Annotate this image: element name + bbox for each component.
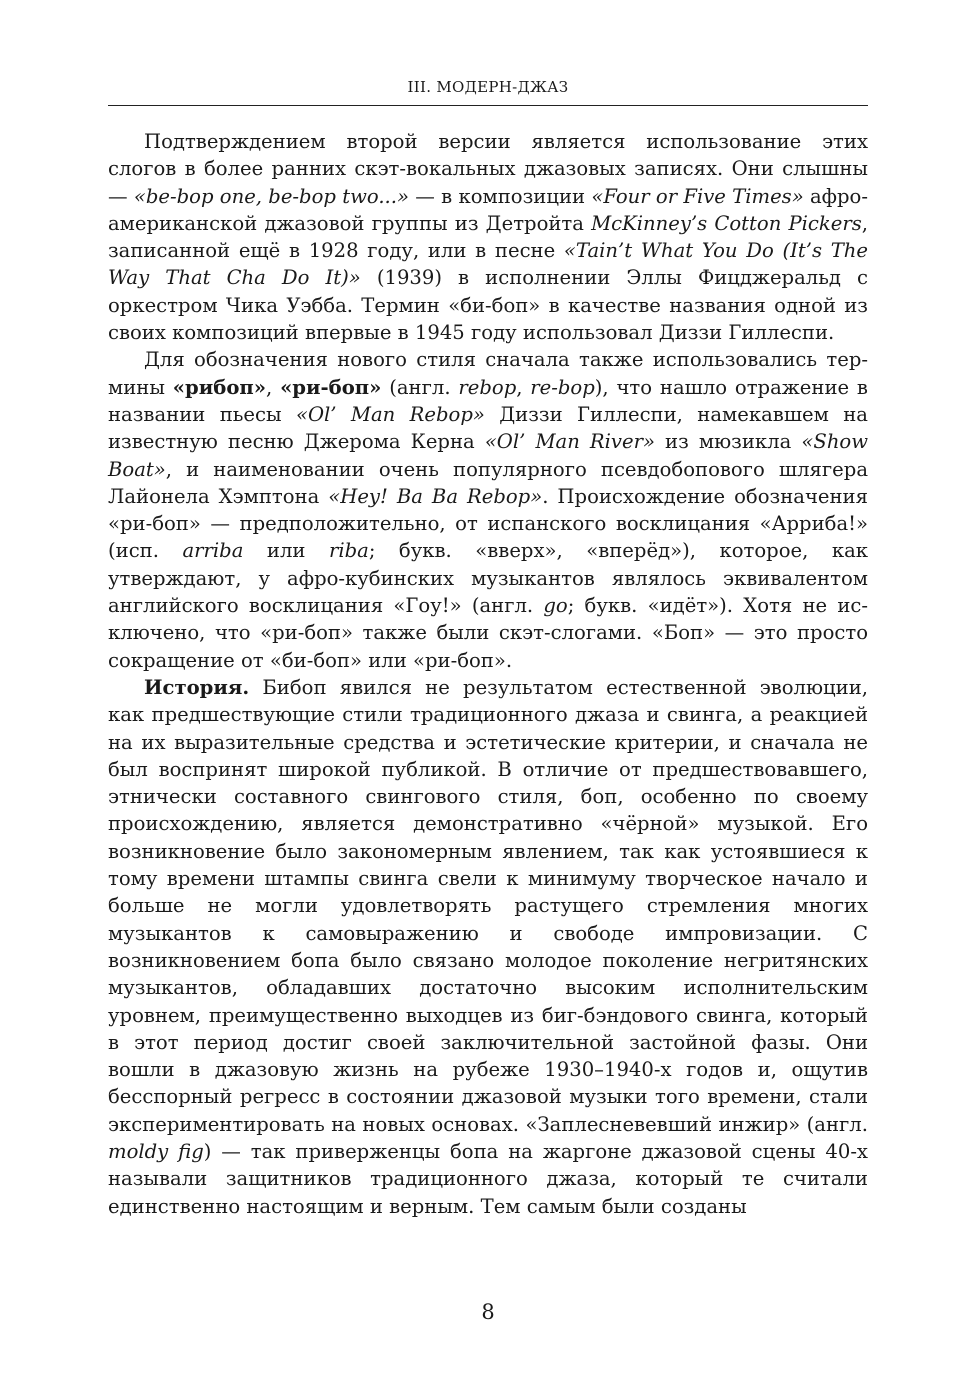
italic-text: «Show Boat» [108,430,869,481]
text-run: (англ. [381,375,459,399]
italic-text: moldy fig [108,1139,204,1163]
text-run: Бибоп явился не результатом естественной эволюции, как предшествующие стили традиционного джаза и свинга, а реакцией на их выразительные средства и эстетические критерии, и сначала не был воспринят широкой публикой. В отличие от предшествовавшего, этнически составного свингового стиля, боп, особенно по своему происхождению, является демонстративно «чёрной» музыкой. Его возникновение было закономерным явлением, так как устоявшиеся к тому времени штампы свинга свели к минимуму творческое начало и больше не могли удовлетворять растущего стремления многих музыкантов к самовыражению и свободе импровизации. С возникновением бопа было связано молодое поколение негритянских музыкантов, обладавших достаточно высоким исполнительским уровнем, преимущественно выходцев из биг-бэндового свинга, который в этот период достиг своей заключительной застойной фазы. Они вошли в джазовую жизнь на рубеже 1930–1940-х годов и, ощутив бесспорный регресс в состоянии джазовой музыки того времени, стали экспериментировать на новых основах. «Заплесневевший инжир» (англ. [108,675,868,1136]
page-number: 8 [481,1300,495,1324]
italic-text: go [543,594,568,618]
text-run: , [516,375,531,399]
header-rule [108,105,868,106]
running-header: III. МОДЕРН-ДЖАЗ [407,78,569,96]
italic-text: «Ol’ Man River» [484,430,655,454]
text-run: ; букв. «идёт»). Хотя не исключено, что «ри-боп» также были скэт-слогами. «Боп» — это просто сокращение от «би-боп» или «ри-боп». [108,594,868,672]
italic-text: «Tain’t What You Do (It’s The Way That Cha Do It)» [108,239,868,290]
text-run: ) — так приверженцы бопа на жаргоне джазовой сцены 40-х называли защитников традиционного джаза, который те считали единственно настоящим и верным. Тем самым были созданы [108,1139,868,1218]
paragraph [108,128,868,346]
italic-text: «Ol’ Man Rebop» [295,402,485,426]
italic-text: McKinney’s Cotton Pickers [591,211,862,235]
italic-text: «Four or Five Times» [591,184,804,208]
italic-text: re-bop [530,375,595,399]
text-run: ; букв. «вверх», «вперёд»), которое, как утверждают, у афро-кубинских музыкантов являлось эквивалентом английского восклицания «Гоу!» (англ. [108,539,868,618]
body-text [108,128,868,1220]
text-run: — в композиции [409,184,592,208]
paragraph [108,346,868,674]
text-run: из мюзикла [654,430,802,454]
bold-text: История. [144,675,250,699]
text-run: или [243,539,329,563]
paragraph [108,674,868,1220]
italic-text: arriba [182,539,244,563]
text-run: ), что нашло отражение в названии пьесы [108,375,868,426]
italic-text: «be-bop one, be-bop two...» [133,184,409,208]
text-run: . Происхождение обозначения «ри-боп» — предположительно, от испанского восклицания «Арриба!» (исп. [108,484,868,563]
text-run: (1939) в исполнении Эллы Фицджеральд с оркестром Чика Уэбба. Термин «би-боп» в качестве названия одной из своих композиций впервые в 1945 году использовал Диззи Гиллеспи. [108,266,868,345]
bold-text: «рибоп» [172,375,266,399]
italic-text: riba [328,539,369,563]
text-run: афро-американской джазовой группы из Детройта [108,184,868,235]
text-run: , [266,375,281,399]
text-run: Для обозначения нового стиля сначала также использовались термины [108,348,868,399]
italic-text: rebop [458,375,517,399]
text-run: , и наименовании очень популярного псевдобопового шлягера Лайонела Хэмптона [108,457,868,508]
text-run: , записанной ещё в 1928 году, или в песне [108,211,868,263]
text-run: Диззи Гиллеспи, намекавшем на известную песню Джерома Керна [108,402,868,454]
text-run: Подтверждением второй версии является использование этих слогов в более ранних скэт-вокальных джазовых записях. Они слышны — [108,130,868,208]
italic-text: «Hey! Ba Ba Rebop» [328,484,543,508]
bold-text: «ри-боп» [280,375,382,399]
